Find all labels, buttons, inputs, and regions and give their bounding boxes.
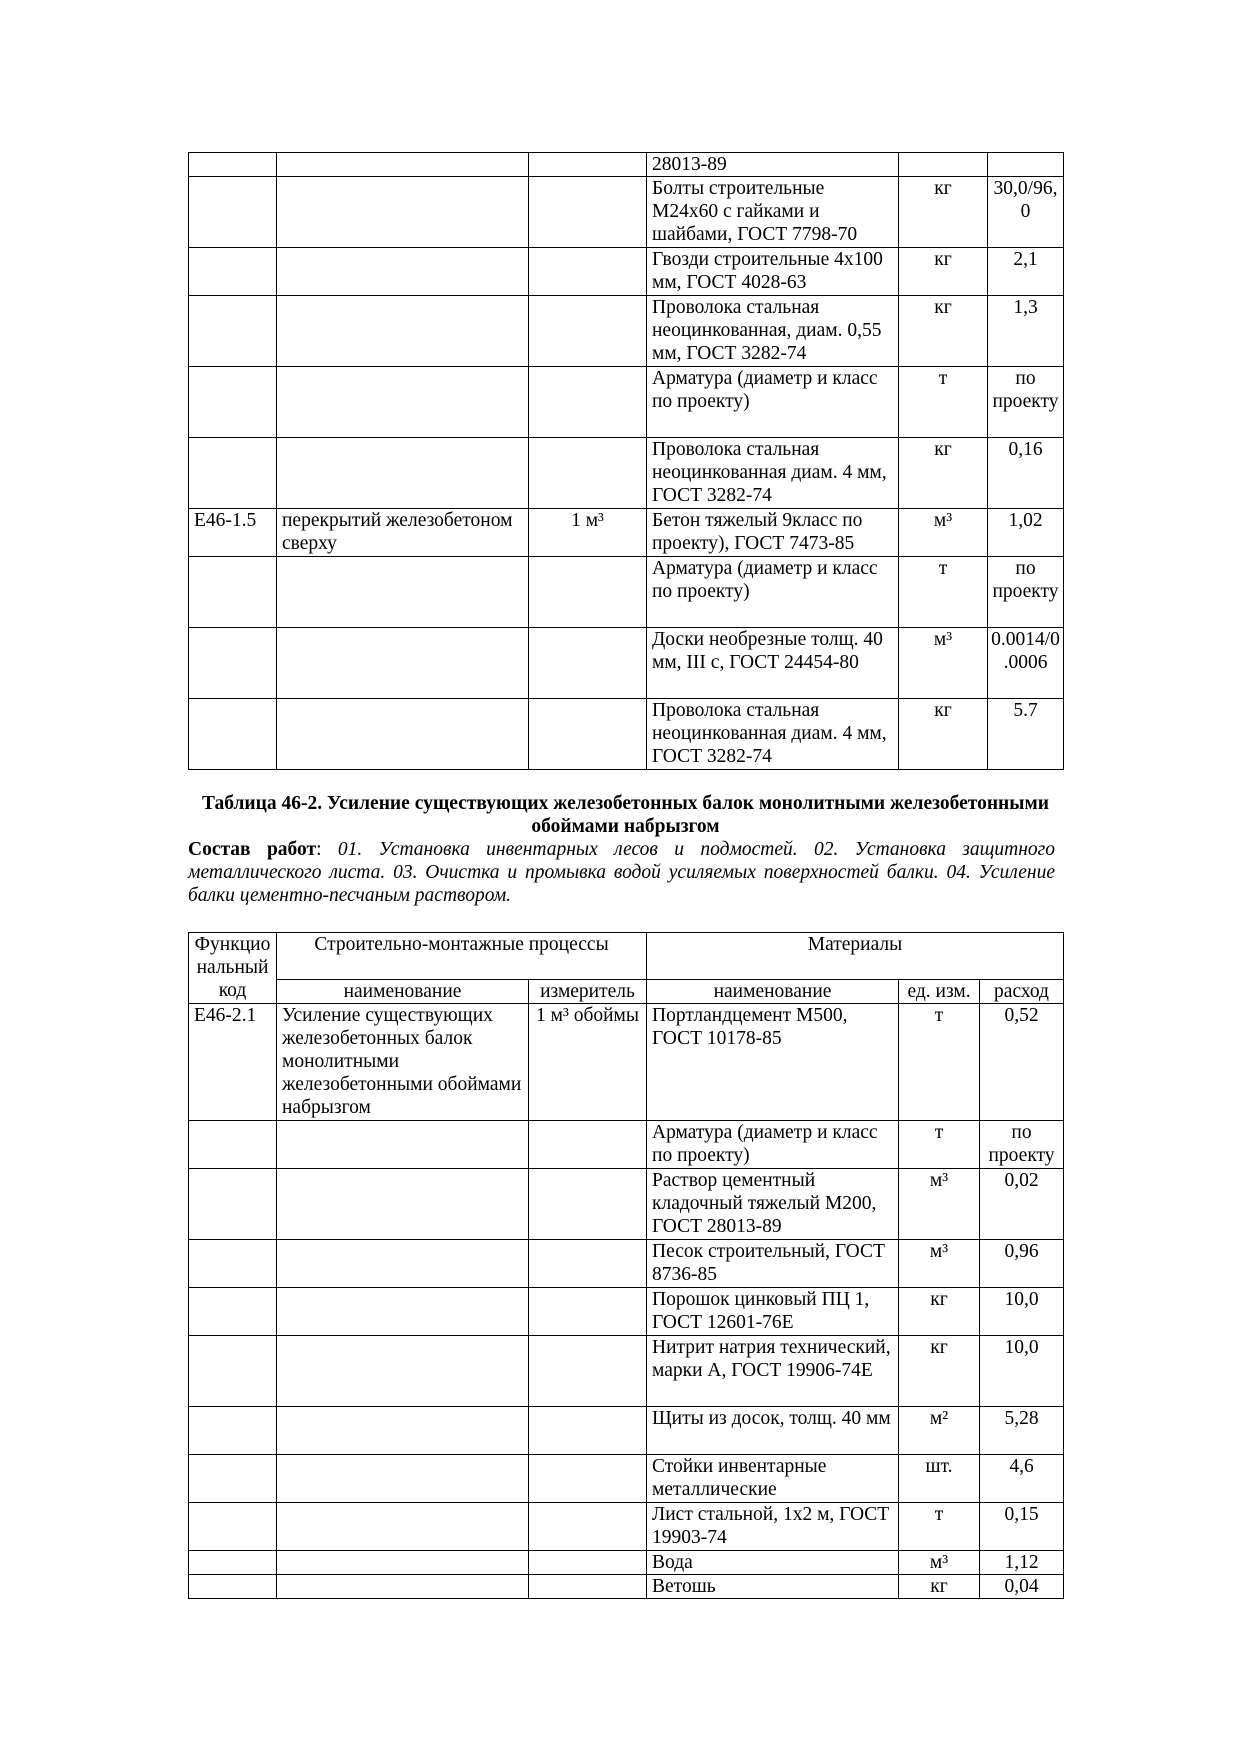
table-row [189, 1551, 1064, 1575]
cell-material-name: Ветошь [647, 1575, 899, 1599]
cell-rate: 10,0 [980, 1336, 1064, 1407]
header-material-name: наименование [647, 980, 899, 1004]
table-row [189, 1121, 1064, 1169]
cell-unit: кг [899, 296, 988, 367]
cell-rate: 0,15 [980, 1503, 1064, 1551]
cell-process-name [277, 1169, 529, 1240]
table-row [189, 557, 1064, 628]
cell-material-name: Доски необрезные толщ. 40 мм, III с, ГОСТ 24454-80 [647, 628, 899, 699]
cell-process-name [277, 1121, 529, 1169]
work-composition-label: Состав работ [188, 839, 317, 860]
cell-material-name: Раствор цементный кладочный тяжелый М200, ГОСТ 28013-89 [647, 1169, 899, 1240]
cell-material-name: Нитрит натрия технический, марки А, ГОСТ 19906-74Е [647, 1336, 899, 1407]
cell-process-name [277, 1336, 529, 1407]
cell-material-name: Бетон тяжелый 9класс по проекту), ГОСТ 7473-85 [647, 509, 899, 557]
cell-meter [529, 1288, 647, 1336]
cell-meter: 1 м³ обоймы [529, 1004, 647, 1121]
cell-material-name: Проволока стальная неоцинкованная диам. 4 мм, ГОСТ 3282-74 [647, 438, 899, 509]
cell-unit: кг [899, 1575, 980, 1599]
table2-body [189, 1004, 1064, 1599]
cell-rate: по проекту [988, 367, 1064, 438]
cell-meter [529, 248, 647, 296]
work-composition [188, 838, 1055, 907]
materials-table-continuation [188, 152, 1064, 770]
cell-rate: 10,0 [980, 1288, 1064, 1336]
cell-process-name [277, 1551, 529, 1575]
cell-meter [529, 1455, 647, 1503]
cell-meter [529, 628, 647, 699]
cell-code [189, 248, 277, 296]
cell-material-name: Арматура (диаметр и класс по проекту) [647, 367, 899, 438]
table1-body [189, 153, 1064, 770]
table-row [189, 1169, 1064, 1240]
cell-process-name [277, 1575, 529, 1599]
cell-material-name: Болты строительные М24х60 с гайками и шайбами, ГОСТ 7798-70 [647, 177, 899, 248]
cell-process-name [277, 296, 529, 367]
table-row [189, 438, 1064, 509]
cell-rate: 0,52 [980, 1004, 1064, 1121]
cell-meter [529, 1240, 647, 1288]
cell-rate: 1,12 [980, 1551, 1064, 1575]
cell-code [189, 367, 277, 438]
materials-table-46-2 [188, 932, 1064, 1599]
cell-rate [988, 153, 1064, 177]
cell-rate: 0,04 [980, 1575, 1064, 1599]
table-caption: Таблица 46-2. Усиление существующих железобетонных балок монолитными железобетонными обоймами набрызгом [201, 793, 1050, 837]
cell-meter [529, 1121, 647, 1169]
cell-rate: 0,96 [980, 1240, 1064, 1288]
cell-rate: 4,6 [980, 1455, 1064, 1503]
cell-unit: кг [899, 248, 988, 296]
table-row [189, 248, 1064, 296]
table-row [189, 296, 1064, 367]
cell-process-name [277, 557, 529, 628]
cell-rate: по проекту [988, 557, 1064, 628]
cell-code: Е46-1.5 [189, 509, 277, 557]
cell-meter [529, 177, 647, 248]
cell-code [189, 1169, 277, 1240]
table2-header-row-2 [189, 980, 1064, 1004]
cell-unit: кг [899, 177, 988, 248]
cell-rate: 1,3 [988, 296, 1064, 367]
cell-material-name: Гвозди строительные 4х100 мм, ГОСТ 4028-63 [647, 248, 899, 296]
cell-process-name [277, 1288, 529, 1336]
cell-process-name [277, 177, 529, 248]
cell-material-name: Вода [647, 1551, 899, 1575]
cell-code [189, 1121, 277, 1169]
cell-meter [529, 1503, 647, 1551]
header-processes: Строительно-монтажные процессы [277, 933, 647, 980]
cell-code [189, 1407, 277, 1455]
table-row [189, 1407, 1064, 1455]
cell-material-name: Арматура (диаметр и класс по проекту) [647, 557, 899, 628]
table-row [189, 1004, 1064, 1121]
cell-process-name [277, 1503, 529, 1551]
cell-unit: т [899, 367, 988, 438]
cell-process-name [277, 1455, 529, 1503]
table-row [189, 1240, 1064, 1288]
cell-unit: кг [899, 1336, 980, 1407]
table-row [189, 1288, 1064, 1336]
cell-meter [529, 1336, 647, 1407]
cell-code [189, 296, 277, 367]
cell-process-name [277, 628, 529, 699]
header-material-unit: ед. изм. [899, 980, 980, 1004]
cell-process-name: перекрытий железобетоном сверху [277, 509, 529, 557]
cell-code [189, 1455, 277, 1503]
cell-code [189, 1551, 277, 1575]
cell-meter [529, 699, 647, 770]
cell-code [189, 699, 277, 770]
cell-meter [529, 557, 647, 628]
table-row [189, 177, 1064, 248]
cell-code [189, 438, 277, 509]
cell-code [189, 1503, 277, 1551]
cell-code [189, 1240, 277, 1288]
cell-process-name [277, 248, 529, 296]
cell-meter [529, 1551, 647, 1575]
cell-rate: 5.7 [988, 699, 1064, 770]
cell-process-name: Усиление существующих железобетонных балок монолитными железобетонными обоймами набрызгом [277, 1004, 529, 1121]
cell-unit: т [899, 1503, 980, 1551]
cell-meter [529, 367, 647, 438]
cell-process-name [277, 153, 529, 177]
cell-meter [529, 153, 647, 177]
cell-rate: 5,28 [980, 1407, 1064, 1455]
cell-material-name: Порошок цинковый ПЦ 1, ГОСТ 12601-76Е [647, 1288, 899, 1336]
cell-unit: м³ [899, 509, 988, 557]
cell-code [189, 557, 277, 628]
cell-process-name [277, 699, 529, 770]
cell-meter [529, 438, 647, 509]
cell-unit: т [899, 1121, 980, 1169]
table-row [189, 509, 1064, 557]
cell-meter [529, 1169, 647, 1240]
cell-material-name: Стойки инвентарные металлические [647, 1455, 899, 1503]
header-functional-code: Функциональный код [189, 933, 277, 1004]
table-row [189, 1336, 1064, 1407]
cell-code: Е46-2.1 [189, 1004, 277, 1121]
cell-code [189, 177, 277, 248]
table-row [189, 1575, 1064, 1599]
cell-unit: кг [899, 438, 988, 509]
cell-material-name: Проволока стальная неоцинкованная диам. 4 мм, ГОСТ 3282-74 [647, 699, 899, 770]
cell-rate: 2,1 [988, 248, 1064, 296]
cell-unit [899, 153, 988, 177]
cell-unit: шт. [899, 1455, 980, 1503]
cell-unit: м³ [899, 1240, 980, 1288]
cell-material-name: Песок строительный, ГОСТ 8736-85 [647, 1240, 899, 1288]
cell-process-name [277, 367, 529, 438]
cell-unit: м³ [899, 1551, 980, 1575]
work-composition-separator: : [316, 839, 338, 860]
table-row [189, 153, 1064, 177]
cell-unit: кг [899, 699, 988, 770]
cell-meter [529, 296, 647, 367]
cell-material-name: Проволока стальная неоцинкованная, диам. 0,55 мм, ГОСТ 3282-74 [647, 296, 899, 367]
cell-code [189, 1288, 277, 1336]
cell-unit: м² [899, 1407, 980, 1455]
cell-process-name [277, 1240, 529, 1288]
cell-unit: м³ [899, 1169, 980, 1240]
cell-material-name: Портландцемент М500, ГОСТ 10178-85 [647, 1004, 899, 1121]
cell-code [189, 628, 277, 699]
table2-header-row-1 [189, 933, 1064, 980]
cell-rate: 0,16 [988, 438, 1064, 509]
header-material-rate: расход [980, 980, 1064, 1004]
cell-unit: т [899, 557, 988, 628]
table-row [189, 628, 1064, 699]
cell-meter [529, 1575, 647, 1599]
cell-material-name: Щиты из досок, толщ. 40 мм [647, 1407, 899, 1455]
cell-meter: 1 м³ [529, 509, 647, 557]
cell-code [189, 1575, 277, 1599]
cell-process-name [277, 438, 529, 509]
work-composition-text: 01. Установка инвентарных лесов и подмостей. 02. Установка защитного металлического листа. 03. Очистка и промывка водой усиляемых поверхностей балки. 04. Усиление балки цементно-песчаным раствором. [188, 839, 1055, 906]
table-row [189, 367, 1064, 438]
cell-process-name [277, 1407, 529, 1455]
table-row [189, 699, 1064, 770]
cell-rate: 30,0/96,0 [988, 177, 1064, 248]
cell-code [189, 153, 277, 177]
cell-unit: м³ [899, 628, 988, 699]
cell-code [189, 1336, 277, 1407]
table-row [189, 1503, 1064, 1551]
cell-unit: т [899, 1004, 980, 1121]
cell-rate: 0.0014/0.0006 [988, 628, 1064, 699]
cell-rate: 0,02 [980, 1169, 1064, 1240]
header-materials: Материалы [647, 933, 1064, 980]
cell-material-name: Лист стальной, 1х2 м, ГОСТ 19903-74 [647, 1503, 899, 1551]
table-row [189, 1455, 1064, 1503]
cell-material-name: Арматура (диаметр и класс по проекту) [647, 1121, 899, 1169]
cell-meter [529, 1407, 647, 1455]
cell-unit: кг [899, 1288, 980, 1336]
header-process-meter: измеритель [529, 980, 647, 1004]
cell-material-name: 28013-89 [647, 153, 899, 177]
cell-rate: 1,02 [988, 509, 1064, 557]
header-process-name: наименование [277, 980, 529, 1004]
cell-rate: по проекту [980, 1121, 1064, 1169]
